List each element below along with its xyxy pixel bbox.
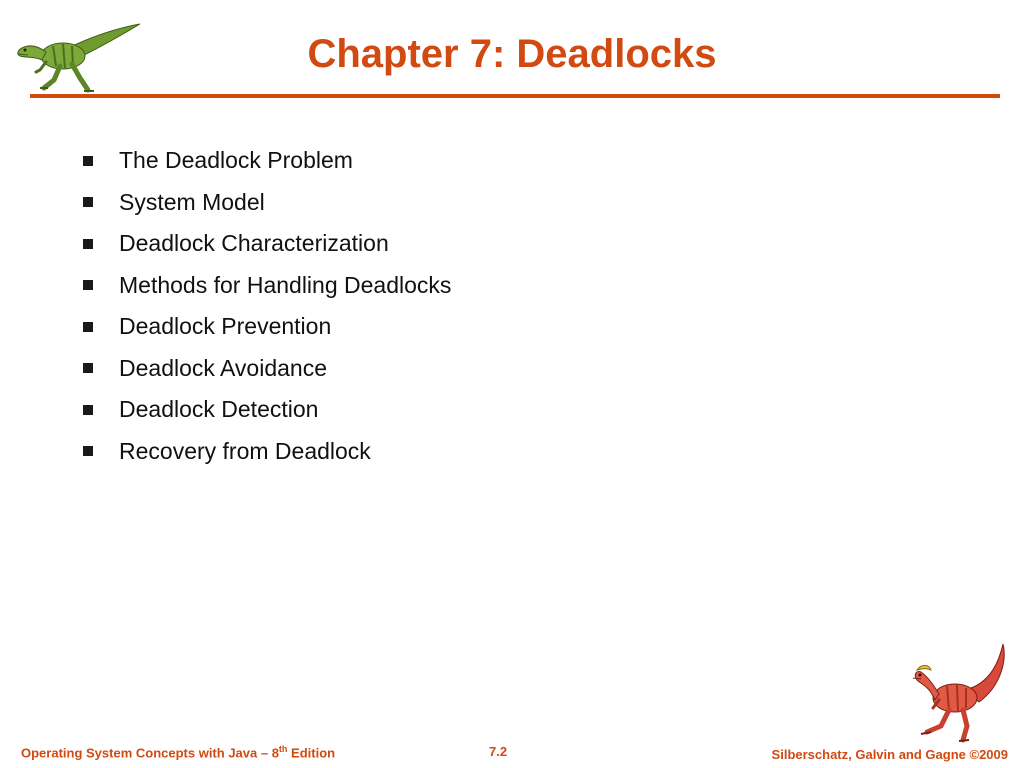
bullet-text: Methods for Handling Deadlocks [119, 271, 452, 298]
bullet-text: Deadlock Characterization [119, 230, 389, 257]
footer-book-title-text: Operating System Concepts with Java – 8 [21, 745, 279, 761]
bullet-text: Deadlock Prevention [119, 313, 332, 340]
bullet-square-icon [83, 363, 93, 373]
bullet-item [83, 223, 451, 265]
footer-book-title [21, 744, 335, 760]
bullet-square-icon [83, 280, 93, 290]
bullet-text: Deadlock Avoidance [119, 354, 327, 381]
footer-copyright: Silberschatz, Galvin and Gagne ©2009 [771, 747, 1008, 762]
footer-edition-sup: th [278, 744, 288, 754]
footer-page-number: 7.2 [489, 744, 508, 759]
bullet-item [83, 265, 451, 307]
bullet-square-icon [83, 322, 93, 332]
bullet-item [83, 389, 451, 431]
bullet-item [83, 431, 451, 473]
bullet-item [83, 140, 451, 182]
bullet-item [83, 182, 451, 224]
bullet-item [83, 306, 451, 348]
title-divider [30, 94, 1000, 98]
footer-edition-suffix: Edition [287, 745, 336, 761]
red-dinosaur-icon [905, 640, 1010, 745]
bullet-square-icon [83, 405, 93, 415]
bullet-text: System Model [119, 188, 265, 215]
bullet-square-icon [83, 239, 93, 249]
bullet-square-icon [83, 156, 93, 166]
bullet-list [83, 140, 451, 472]
bullet-text: The Deadlock Problem [119, 147, 353, 174]
bullet-text: Deadlock Detection [119, 396, 319, 423]
bullet-square-icon [83, 446, 93, 456]
slide-title: Chapter 7: Deadlocks [307, 32, 717, 76]
bullet-item [83, 348, 451, 390]
bullet-square-icon [83, 197, 93, 207]
bullet-text: Recovery from Deadlock [119, 437, 371, 464]
